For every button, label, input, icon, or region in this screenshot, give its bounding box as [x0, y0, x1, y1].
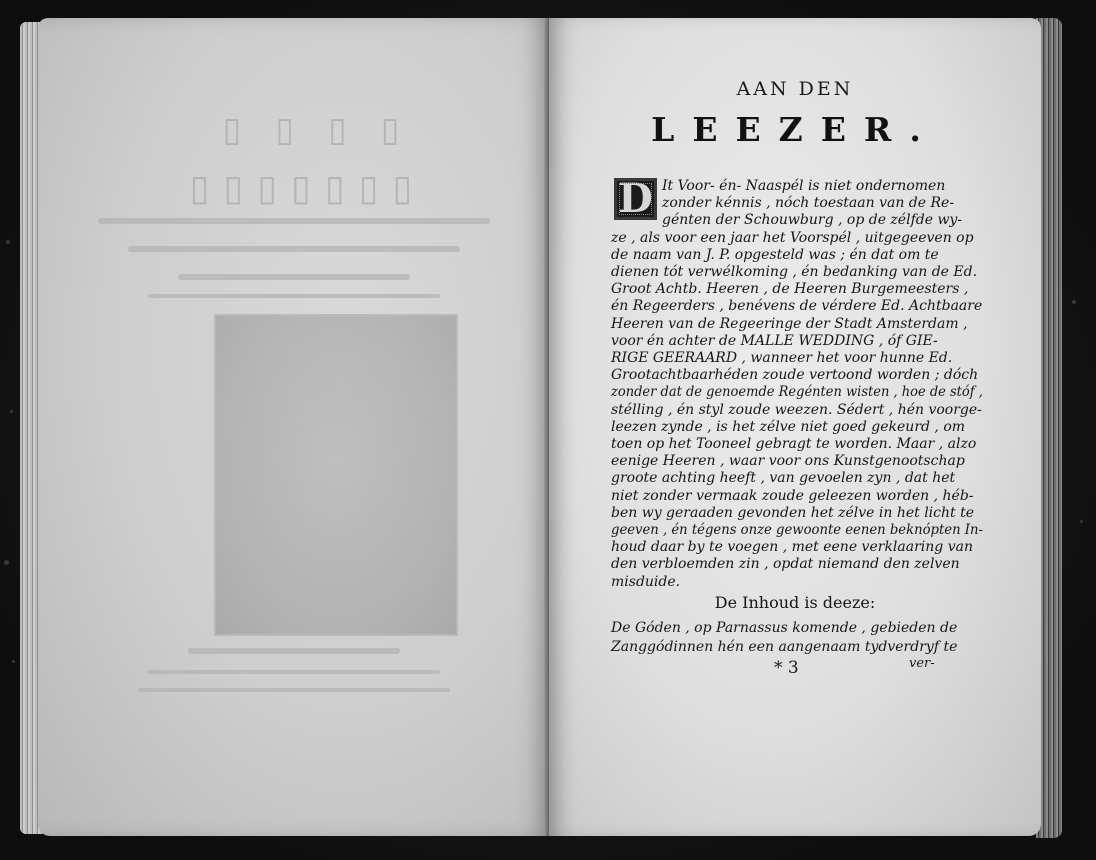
table-speck — [6, 240, 10, 244]
text-line: Groot Achtb. Heeren , de Heeren Burgemeesters , — [611, 281, 969, 298]
ghost-text-line — [138, 688, 450, 692]
text-line: zonder kénnis , nóch toestaan van de Re- — [662, 195, 955, 212]
text-line: ze , als voor een jaar het Voorspél , uitgegeeven op — [611, 229, 974, 246]
right-page-content — [549, 18, 1041, 836]
right-page — [549, 18, 1041, 836]
text-line: zonder dat de genoemde Regénten wisten , hoe de stóf , — [611, 384, 983, 401]
table-speck — [1080, 520, 1083, 523]
text-line: én Regeerders , benévens de vérdere Ed. Achtbaare — [611, 298, 983, 315]
show-through-title-page — [38, 18, 550, 836]
inhoud-text-line: De Góden , op Parnassus komende , gebieden de — [611, 620, 958, 636]
ghost-text-line — [178, 274, 410, 280]
text-line: eenige Heeren , waar voor ons Kunstgenootschap — [611, 453, 965, 470]
ghost-text-line — [148, 670, 440, 674]
ghost-text-line — [128, 246, 460, 252]
ghost-text-line — [148, 294, 440, 298]
text-line: stélling , én styl zoude weezen. Sédert , hén voorge- — [611, 401, 982, 418]
text-line: It Voor- én- Naaspél is niet ondernomen — [662, 178, 946, 194]
left-page — [38, 18, 550, 836]
text-line: geeven , én tégens onze gewoonte eenen beknópten In- — [611, 522, 983, 538]
text-line: toen op het Tooneel gebragt te worden. Maar , alzo — [611, 436, 977, 452]
inhoud-text-line: Zanggódinnen hén een aangenaam tydverdryf te — [611, 639, 958, 655]
text-line: niet zonder vermaak zoude geleezen worden , héb- — [611, 487, 974, 504]
inhoud-subheading: De Inhoud is deeze: — [714, 593, 876, 612]
heading-leezer: LEEZER. — [651, 110, 939, 149]
catchword: ver- — [909, 656, 935, 671]
text-line: Grootachtbaarhéden zoude vertoond worden ; dóch — [611, 367, 979, 384]
ghost-heading-line: ▯▯▯▯▯▯▯ — [175, 168, 413, 209]
text-line: dienen tót verwélkoming , én bedanking van de Ed. — [611, 264, 978, 280]
ghost-engraving-plate — [214, 314, 458, 636]
text-line: groote achting heeft , van gevoelen zyn , dat het — [611, 470, 956, 487]
text-line: den verbloemden zin , opdat niemand den zelven — [611, 556, 960, 573]
drop-cap: D — [614, 178, 657, 220]
text-line: misduide. — [611, 573, 681, 590]
text-line: voor én achter de MALLE WEDDING , óf GIE- — [611, 332, 938, 349]
text-line: ben wy geraaden gevonden het zélve in het licht te — [611, 504, 975, 521]
text-line: de naam van J. P. opgesteld was ; én dat om te — [611, 246, 939, 263]
ghost-text-line — [98, 218, 490, 224]
text-line: génten der Schouwburg , op de zélfde wy- — [662, 212, 963, 229]
text-line: leezen zynde , is het zélve niet goed gekeurd , om — [611, 418, 966, 435]
ghost-text-line — [188, 648, 400, 654]
table-speck — [4, 560, 9, 565]
text-line: Heeren van de Regeeringe der Stadt Amsterdam , — [611, 315, 968, 332]
table-speck — [1072, 300, 1076, 304]
table-speck — [10, 410, 13, 413]
text-line: RIGE GEERAARD , wanneer het voor hunne Ed. — [611, 350, 953, 366]
table-speck — [12, 660, 15, 663]
signature-mark: * 3 — [774, 658, 799, 678]
ghost-heading-line: ▯▯▯▯ — [188, 110, 400, 150]
text-line: houd daar by te voegen , met eene verklaaring van — [611, 539, 973, 556]
heading-aan-den: AAN DEN — [736, 78, 854, 100]
